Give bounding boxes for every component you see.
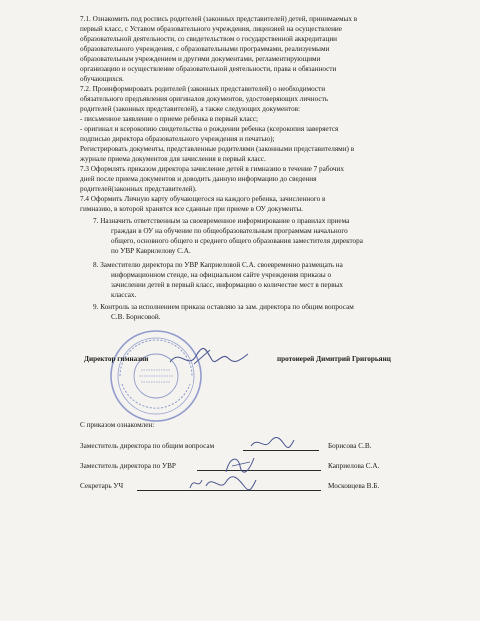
text-line: первый класс, с Уставом образовательного учреждения, лицензией на осуществление xyxy=(80,25,342,33)
text-line: 7.3 Оформлять приказом директора зачисление детей в гимназию в течение 7 рабочих xyxy=(80,165,344,173)
text-line: граждан в ОУ на обучение по общеобразовательным программам начального xyxy=(111,227,348,235)
acquainted-name: Московцева В.Б. xyxy=(328,482,380,490)
official-seal-icon xyxy=(108,328,204,424)
text-line: - оригинал и ксерокопию свидетельства о рождении ребенка (ксерокопия заверяется xyxy=(80,125,339,133)
director-signature-icon xyxy=(166,344,252,372)
text-line: организацию и осуществление образовательной деятельности, права и обязанности xyxy=(80,65,337,73)
text-line: - письменное заявление о приеме ребенка в первый класс; xyxy=(80,115,259,123)
text-line: по УВР Каврилелову С.А. xyxy=(111,247,191,255)
text-line: образовательной деятельности, со свидетельством о государственной аккредитации xyxy=(80,35,338,43)
acquainted-name: Каприелова С.А. xyxy=(328,462,380,470)
text-line: 7.4 Оформить Личную карту обучающегося на каждого ребенка, зачисленного в xyxy=(80,195,326,203)
text-line: 7.1. Ознакомить под роспись родителей (законных представителей) детей, принимаемых в xyxy=(80,15,358,23)
text-line: информационном стенде, на официальном сайте учреждения приказы о xyxy=(111,271,332,279)
text-line: родителей (законных представителей), а также следующих документов: xyxy=(80,105,301,113)
text-line: 7.2. Проинформировать родителей (законных представителей) о необходимости xyxy=(80,85,326,93)
text-line: общего, основного общего и среднего общего образования заместителя директора xyxy=(111,237,363,245)
director-name: протоиерей Димитрий Григорьянц xyxy=(277,355,391,363)
text-line: образовательным учреждением и другими документами, регламентирующими xyxy=(80,55,321,63)
acquainted-position: Заместитель директора по общим вопросам xyxy=(80,442,215,450)
text-line: 7. Назначить ответственным за своевременное информирование о правилах приема xyxy=(93,217,350,225)
acquainted-position: Заместитель директора по УВР xyxy=(80,462,176,470)
signature-icon xyxy=(186,472,258,494)
text-line: Регистрировать документы, представленные родителями (законными представителями) в xyxy=(80,145,355,153)
text-line: дней после приема документов и доводить данную информацию до сведения xyxy=(80,175,317,183)
text-line: классах. xyxy=(111,291,137,299)
text-line: подписью директора образовательного учреждения и печатью); xyxy=(80,135,275,143)
text-line: образовательного учреждения, с образовательными программами, реализуемыми xyxy=(80,45,330,53)
text-line: С.В. Борисовой. xyxy=(111,313,161,321)
text-line: 9. Контроль за исполнением приказа оставляю за зам. директора по общим вопросам xyxy=(93,303,354,311)
text-line: обязательного предъявления оригиналов документов, удостоверяющих личность xyxy=(80,95,329,103)
text-line: гимназию, в которой хранятся все сданные при приеме в ОУ документы. xyxy=(80,205,303,213)
acquainted-name: Борисова С.В. xyxy=(328,442,372,450)
acquainted-heading: С приказом ознакомлен: xyxy=(80,421,155,429)
signature-icon xyxy=(248,434,296,452)
text-line: обучающихся. xyxy=(80,75,124,83)
text-line: зачислении детей в первый класс, информацию о количестве мест в первых xyxy=(111,281,344,289)
text-line: 8. Заместителю директора по УВР Каприеловой С.А. своевременно размещать на xyxy=(93,261,343,269)
text-line: журнале приема документов для зачисления в первый класс. xyxy=(80,155,266,163)
acquainted-position: Секретарь УЧ xyxy=(80,482,124,490)
text-line: родителей(законных представителей). xyxy=(80,185,197,193)
director-title: Директор гимназии xyxy=(84,355,149,363)
